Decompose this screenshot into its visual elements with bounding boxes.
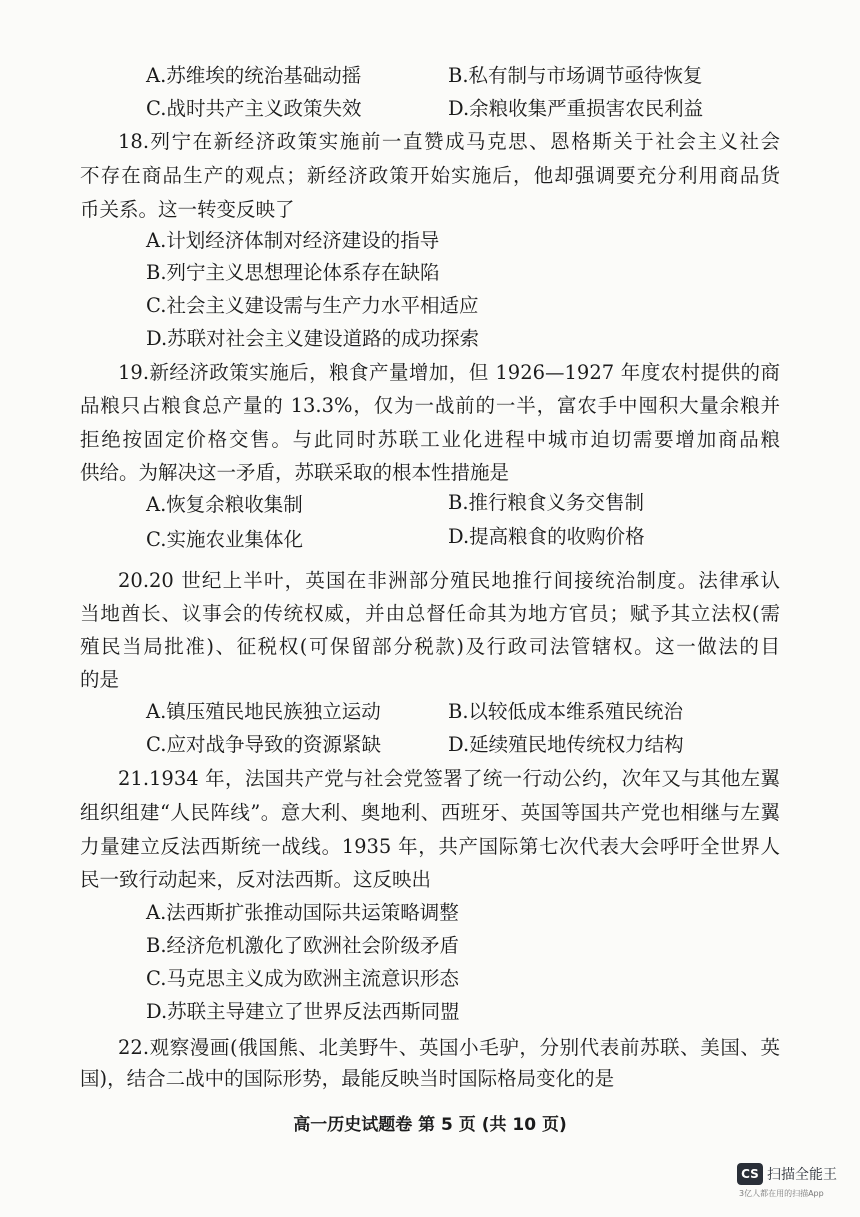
page-footer: 高一历史试题卷 第 5 页 (共 10 页) — [293, 1115, 567, 1135]
q20-stem-line: 殖民当局批准)、征税权(可保留部分税款)及行政司法管辖权。这一做法的目 — [80, 635, 780, 658]
q22-stem-line: 国)，结合二战中的国际形势，最能反映当时国际格局变化的是 — [80, 1067, 615, 1090]
q19-stem-line: 供给。为解决这一矛盾，苏联采取的根本性措施是 — [80, 461, 510, 484]
q17-option-d: D.余粮收集严重损害农民利益 — [448, 97, 704, 120]
q20-stem-line: 20.20 世纪上半叶，英国在非洲部分殖民地推行间接统治制度。法律承认 — [118, 569, 780, 592]
scanner-watermark — [737, 1163, 849, 1203]
q21-option-d: D.苏联主导建立了世界反法西斯同盟 — [146, 1000, 460, 1023]
q18-option-c: C.社会主义建设需与生产力水平相适应 — [146, 294, 479, 317]
q19-option-c: C.实施农业集体化 — [146, 528, 303, 551]
q21-stem-line: 21.1934 年，法国共产党与社会党签署了统一行动公约，次年又与其他左翼 — [118, 767, 780, 790]
q21-option-b: B.经济危机激化了欧洲社会阶级矛盾 — [146, 934, 460, 957]
q17-option-c: C.战时共产主义政策失效 — [146, 97, 362, 120]
q20-option-c: C.应对战争导致的资源紧缺 — [146, 733, 381, 756]
q20-option-b: B.以较低成本维系殖民统治 — [448, 700, 684, 723]
q19-stem-line: 19.新经济政策实施后，粮食产量增加，但 1926—1927 年度农村提供的商 — [118, 361, 780, 384]
q21-option-a: A.法西斯扩张推动国际共运策略调整 — [146, 901, 459, 924]
q18-stem-line: 币关系。这一转变反映了 — [80, 198, 295, 221]
q17-option-b: B.私有制与市场调节亟待恢复 — [448, 64, 703, 87]
q18-stem-line: 不存在商品生产的观点；新经济政策开始实施后，他却强调要充分利用商品货 — [80, 164, 780, 187]
camscanner-logo-icon: CS — [737, 1163, 763, 1185]
q19-option-d: D.提高粮食的收购价格 — [448, 525, 645, 548]
q17-option-a: A.苏维埃的统治基础动摇 — [146, 64, 362, 87]
q20-stem-line: 的是 — [80, 668, 120, 691]
q21-option-c: C.马克思主义成为欧洲主流意识形态 — [146, 967, 459, 990]
q21-stem-line: 组织组建“人民阵线”。意大利、奥地利、西班牙、英国等国共产党也相继与左翼 — [80, 801, 780, 824]
q18-option-d: D.苏联对社会主义建设道路的成功探索 — [146, 327, 480, 350]
q19-option-b: B.推行粮食义务交售制 — [448, 491, 645, 514]
brand-name: 扫描全能王 — [767, 1167, 837, 1183]
q22-stem-line: 22.观察漫画(俄国熊、北美野牛、英国小毛驴，分别代表前苏联、美国、英 — [118, 1036, 780, 1059]
q20-option-d: D.延续殖民地传统权力结构 — [448, 733, 684, 756]
q18-option-b: B.列宁主义思想理论体系存在缺陷 — [146, 261, 440, 284]
q19-option-a: A.恢复余粮收集制 — [146, 493, 303, 516]
q21-stem-line: 民一致行动起来，反对法西斯。这反映出 — [80, 868, 432, 891]
brand-slogan: 3亿人都在用的扫描App — [739, 1189, 824, 1198]
q20-stem-line: 当地酋长、议事会的传统权威，并由总督任命其为地方官员；赋予其立法权(需 — [80, 602, 780, 625]
q19-stem-line: 品粮只占粮食总产量的 13.3%，仅为一战前的一半，富农手中囤积大量余粮并 — [80, 394, 780, 417]
q20-option-a: A.镇压殖民地民族独立运动 — [146, 700, 381, 723]
q21-stem-line: 力量建立反法西斯统一战线。1935 年，共产国际第七次代表大会呼吁全世界人 — [80, 835, 780, 858]
q18-option-a: A.计划经济体制对经济建设的指导 — [146, 229, 440, 252]
q19-stem-line: 拒绝按固定价格交售。与此同时苏联工业化进程中城市迫切需要增加商品粮 — [80, 428, 780, 451]
q18-stem-line: 18.列宁在新经济政策实施前一直赞成马克思、恩格斯关于社会主义社会 — [118, 130, 780, 153]
